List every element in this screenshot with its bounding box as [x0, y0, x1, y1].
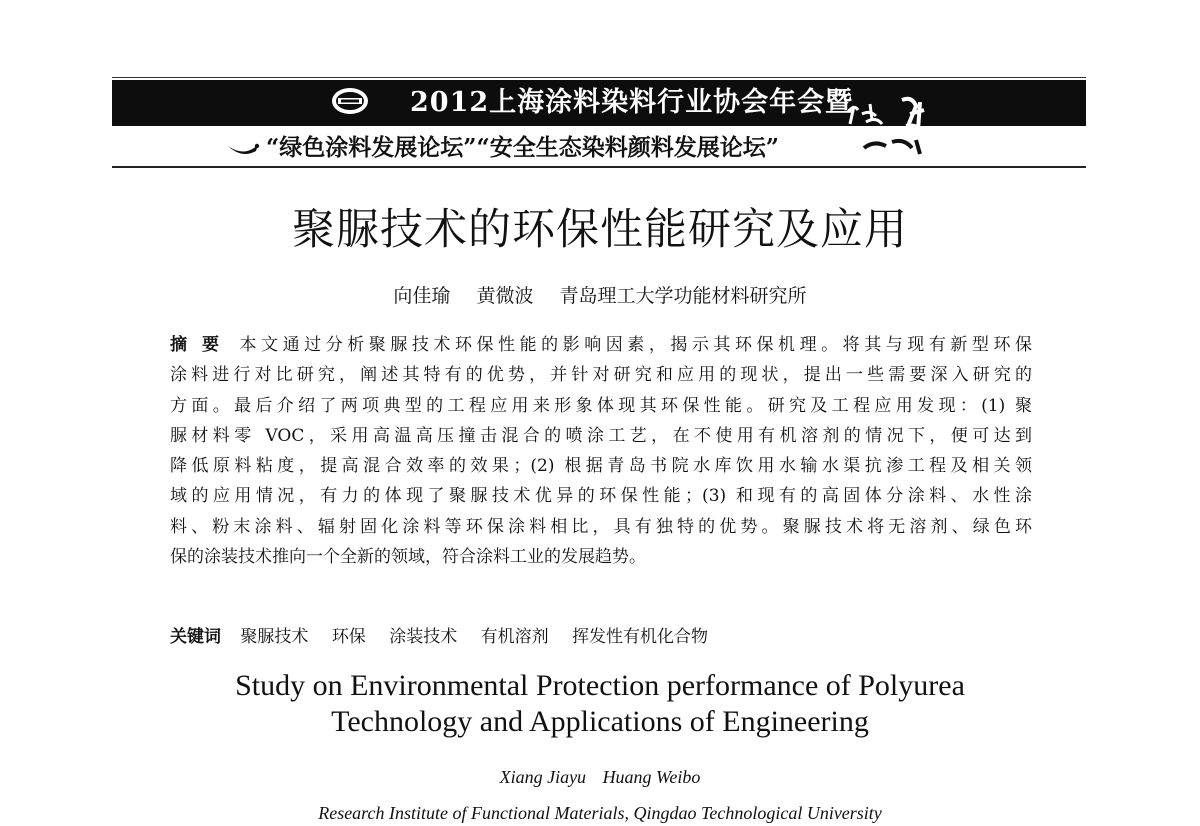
english-title-line: Study on Environmental Protection performance of Polyurea [235, 669, 965, 702]
abstract [170, 330, 1032, 572]
header-bottom-rule [112, 166, 1086, 168]
forum-subtitle-text: “绿色涂料发展论坛”“安全生态染料颜料发展论坛” [266, 134, 779, 161]
abstract-label: 摘 要 [170, 335, 224, 355]
paper-title: 聚脲技术的环保性能研究及应用 [292, 205, 908, 255]
keyword: 挥发性有机化合物 [572, 627, 709, 647]
abstract-line: 保的涂装技术推向一个全新的领域，符合涂料工业的发展趋势。 [170, 547, 646, 568]
keyword: 有机溶剂 [480, 627, 549, 647]
association-logo-icon [330, 86, 370, 116]
english-author-name: Xiang Jiayu [499, 767, 587, 787]
abstract-text: 本文通过分析聚脲技术环保性能的影响因素，揭示其环保机理。将其与现有新型环保 [239, 335, 1033, 355]
abstract-line: 脲材料零 VOC，采用高温高压撞击混合的喷涂工艺，在不使用有机溶剂的情况下，便可达到 [170, 425, 1032, 446]
calligraphy-seal-icon [840, 92, 950, 164]
abstract-line: 方面。最后介绍了两项典型的工程应用来形象体现其环保性能。研究及工程应用发现：(1) 聚 [170, 395, 1032, 416]
bullet-swoosh-icon [226, 142, 260, 156]
header-top-rule [112, 77, 1086, 78]
author-name: 黄微波 [476, 285, 534, 307]
author-affiliation: 青岛理工大学功能材料研究所 [559, 285, 807, 307]
english-authors [0, 764, 1200, 790]
english-title [0, 668, 1200, 740]
abstract-line: 涂料进行对比研究，阐述其特有的优势，并针对研究和应用的现状，提出一些需要深入研究的 [170, 365, 1032, 386]
keyword: 涂装技术 [389, 627, 458, 647]
author-line [0, 282, 1200, 310]
keyword: 聚脲技术 [240, 627, 309, 647]
forum-subtitle [226, 132, 779, 164]
author-name: 向佳瑜 [393, 285, 451, 307]
english-affiliation: Research Institute of Functional Materials, Qingdao Technological University [318, 803, 882, 823]
english-title-line: Technology and Applications of Engineering [331, 705, 869, 738]
abstract-line: 降低原料粘度，提高混合效率的效果；(2) 根据青岛书院水库饮用水输水渠抗渗工程及相关领 [170, 456, 1032, 477]
abstract-line [170, 330, 1032, 360]
keywords [170, 622, 1032, 652]
abstract-line: 域的应用情况，有力的体现了聚脲技术优异的环保性能；(3) 和现有的高固体分涂料、水性涂 [170, 486, 1032, 507]
conference-title: 2012上海涂料染料行业协会年会暨 [410, 87, 854, 118]
keywords-label: 关键词 [170, 627, 221, 647]
keyword: 环保 [331, 627, 366, 647]
abstract-line: 料、粉末涂料、辐射固化涂料等环保涂料相比，具有独特的优势。聚脲技术将无溶剂、绿色环 [170, 516, 1032, 537]
english-author-name: Huang Weibo [602, 767, 701, 787]
